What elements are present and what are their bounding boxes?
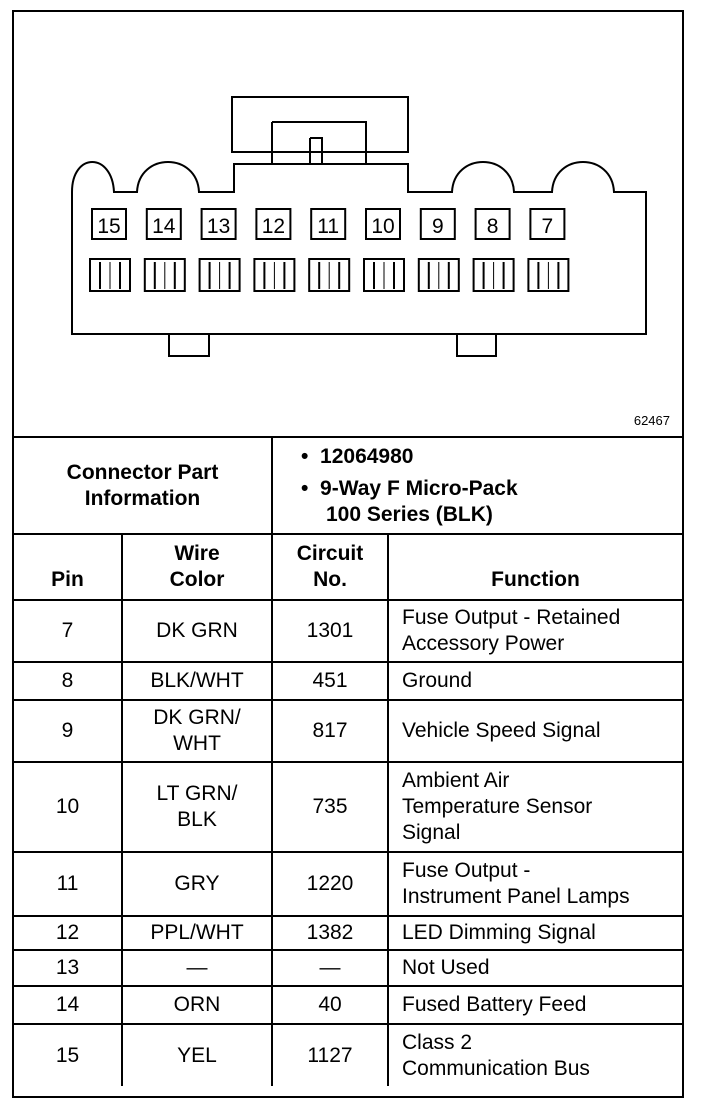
header-circuit: Circuit No.: [272, 534, 388, 600]
circuit-cell: 1127: [272, 1024, 388, 1086]
connector-figure: [14, 12, 682, 438]
circuit-cell: 451: [272, 662, 388, 700]
pin-cell: 8: [14, 662, 122, 700]
circuit-cell: 1301: [272, 600, 388, 662]
cavity-number: 13: [206, 215, 231, 238]
function-cell: Fuse Output - Retained Accessory Power: [388, 600, 682, 662]
pin-cell: 12: [14, 916, 122, 950]
table-row: [14, 852, 682, 916]
table-row: [14, 600, 682, 662]
circuit-cell: 817: [272, 700, 388, 762]
pin-cell: 10: [14, 762, 122, 852]
cavity-number: 12: [261, 215, 286, 238]
table-row: [14, 662, 682, 700]
wire-color-cell: PPL/WHT: [122, 916, 272, 950]
cavity-number: 8: [486, 215, 499, 238]
table-row: [14, 986, 682, 1024]
wire-color-cell: —: [122, 950, 272, 986]
circuit-cell: 1220: [272, 852, 388, 916]
connector-description: • 9-Way F Micro-Pack: [301, 476, 518, 500]
circuit-cell: 735: [272, 762, 388, 852]
connector-part-info: • 12064980 • 9-Way F Micro-Pack 100 Series (BLK): [272, 438, 682, 534]
connector-drawing: [14, 12, 682, 436]
connector-sheet: [12, 10, 684, 1098]
pin-cell: 14: [14, 986, 122, 1024]
header-wire-color: Wire Color: [122, 534, 272, 600]
connector-part-title: Connector Part Information: [14, 438, 272, 534]
wire-color-cell: BLK/WHT: [122, 662, 272, 700]
wire-color-cell: ORN: [122, 986, 272, 1024]
part-number: • 12064980: [301, 444, 414, 468]
function-cell: Not Used: [388, 950, 682, 986]
pin-cell: 15: [14, 1024, 122, 1086]
cavity-number: 9: [431, 215, 444, 238]
header-row: [14, 534, 682, 600]
pin-cell: 13: [14, 950, 122, 986]
function-cell: Vehicle Speed Signal: [388, 700, 682, 762]
connector-housing: [72, 162, 646, 334]
function-cell: Ground: [388, 662, 682, 700]
connector-foot-left: [169, 334, 209, 356]
cavity-number: 11: [317, 215, 340, 238]
function-cell: Fuse Output - Instrument Panel Lamps: [388, 852, 682, 916]
wire-color-cell: DK GRN: [122, 600, 272, 662]
function-cell: LED Dimming Signal: [388, 916, 682, 950]
pin-cell: 11: [14, 852, 122, 916]
connector-latch: [232, 97, 408, 152]
connector-info-row: [14, 438, 682, 534]
circuit-cell: —: [272, 950, 388, 986]
connector-pinout-table: [14, 438, 682, 1086]
cavity-group: [90, 209, 568, 291]
wire-color-cell: LT GRN/ BLK: [122, 762, 272, 852]
table-row: [14, 1024, 682, 1086]
wire-color-cell: GRY: [122, 852, 272, 916]
wire-color-cell: YEL: [122, 1024, 272, 1086]
circuit-cell: 1382: [272, 916, 388, 950]
table-row: [14, 950, 682, 986]
header-function: Function: [388, 534, 682, 600]
cavity-number: 15: [97, 215, 121, 238]
cavity-number: 14: [152, 215, 176, 238]
pin-cell: 9: [14, 700, 122, 762]
table-row: [14, 916, 682, 950]
header-pin: Pin: [14, 534, 122, 600]
function-cell: Fused Battery Feed: [388, 986, 682, 1024]
connector-foot-right: [457, 334, 496, 356]
cavity-number: 7: [541, 215, 554, 238]
function-cell: Class 2 Communication Bus: [388, 1024, 682, 1086]
pin-cell: 7: [14, 600, 122, 662]
cavity-number: 10: [371, 215, 395, 238]
wire-color-cell: DK GRN/ WHT: [122, 700, 272, 762]
function-cell: Ambient Air Temperature Sensor Signal: [388, 762, 682, 852]
circuit-cell: 40: [272, 986, 388, 1024]
figure-id: 62467: [633, 413, 670, 428]
table-row: [14, 700, 682, 762]
table-row: [14, 762, 682, 852]
